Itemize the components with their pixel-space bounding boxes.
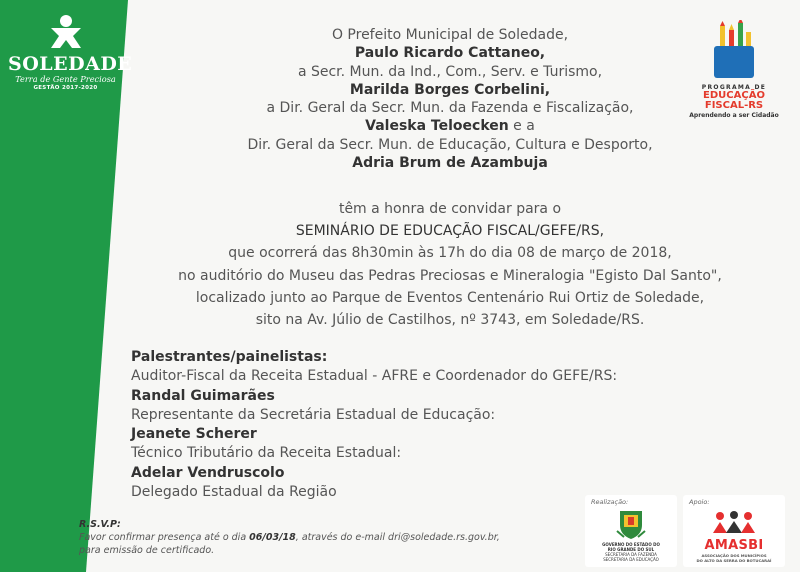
invite-block xyxy=(150,198,750,331)
city-term: GESTÃO 2017-2020 xyxy=(33,85,98,91)
event-location: localizado junto ao Parque de Eventos Centenário Rui Ortiz de Soledade, xyxy=(195,289,705,306)
partners-block xyxy=(585,495,785,567)
realizacao-label: Realização: xyxy=(591,498,629,506)
mayor-name: Paulo Ricardo Cattaneo, xyxy=(354,45,546,62)
rsvp-text-before: Favor confirmar presença até o dia xyxy=(79,532,250,543)
soledade-person-icon xyxy=(46,14,86,52)
rsvp-title: R.S.V.P: xyxy=(79,519,121,530)
speaker-role-1: Auditor-Fiscal da Receita Estadual - AFRE e Coordenador do GEFE/RS: xyxy=(131,368,618,385)
rsvp-email-text: , através do e-mail dri@soledade.rs.gov.br, xyxy=(295,532,500,543)
speaker-name-1: Randal Guimarães xyxy=(131,387,275,404)
event-venue: no auditório do Museu das Pedras Preciosas e Mineralogia "Egisto Dal Santo", xyxy=(178,267,722,284)
rsvp-block xyxy=(79,518,599,557)
state-coat-of-arms-icon xyxy=(616,507,646,541)
director-name-1: Valeska Teloecken xyxy=(365,118,509,135)
state-line-2: RIO GRANDE DO SUL xyxy=(607,547,655,552)
intro-line-1: O Prefeito Municipal de Soledade, xyxy=(331,27,569,43)
state-line-1: GOVERNO DO ESTADO DO xyxy=(602,542,660,547)
speakers-heading: Palestrantes/painelistas: xyxy=(131,349,328,365)
amasbi-people-icon xyxy=(711,511,757,535)
program-logo xyxy=(678,20,790,119)
event-title: SEMINÁRIO DE EDUCAÇÃO FISCAL/GEFE/RS, xyxy=(295,223,605,240)
state-government-logo xyxy=(585,495,677,567)
amasbi-name: AMASBI xyxy=(704,538,764,553)
intro-line-7: Dir. Geral da Secr. Mun. de Educação, Cultura e Desporto, xyxy=(247,136,653,153)
speaker-role-3: Técnico Tributário da Receita Estadual: xyxy=(131,445,402,462)
speaker-name-2: Jeanete Scherer xyxy=(131,426,257,443)
amasbi-logo xyxy=(683,495,785,567)
speaker-name-3: Adelar Vendruscolo xyxy=(131,464,285,481)
intro-block xyxy=(150,26,750,172)
speaker-role-4: Delegado Estadual da Região xyxy=(131,484,337,501)
rsvp-line-1 xyxy=(79,531,599,544)
intro-line-5: a Dir. Geral da Secr. Mun. da Fazenda e Fiscalização, xyxy=(266,100,634,117)
soledade-logo xyxy=(8,14,133,92)
amasbi-line-2: DO ALTO DA SERRA DO BOTUCARAÍ xyxy=(696,558,772,563)
program-label-2: EDUCAÇÃO xyxy=(703,90,765,101)
state-line-4: SECRETARIA DA EDUCAÇÃO xyxy=(603,557,659,562)
event-address: sito na Av. Júlio de Castilhos, nº 3743, em Soledade/RS. xyxy=(255,312,645,329)
intro-line-6 xyxy=(150,117,750,135)
city-tagline: Terra de Gente Preciosa xyxy=(15,74,116,84)
program-label-4: Aprendendo a ser Cidadão xyxy=(689,112,779,119)
apoio-label: Apoio: xyxy=(689,498,710,506)
amasbi-line-1: ASSOCIAÇÃO DOS MUNICÍPIOS xyxy=(701,553,767,558)
program-label-1: PROGRAMA DE xyxy=(701,84,767,91)
intro-line-6-rest: e a xyxy=(508,118,535,135)
speakers-block xyxy=(131,348,691,502)
speaker-role-2: Representante da Secretária Estadual de Educação: xyxy=(131,406,496,423)
director-name-2: Adria Brum de Azambuja xyxy=(352,155,548,172)
invite-line-1: têm a honra de convidar para o xyxy=(338,201,562,217)
pencil-cup-icon xyxy=(704,20,764,80)
city-name: SOLEDADE xyxy=(8,53,133,75)
program-label-3: FISCAL-RS xyxy=(704,100,764,111)
rsvp-date: 06/03/18 xyxy=(249,532,296,543)
state-line-3: SECRETARIA DA FAZENDA xyxy=(605,552,657,557)
intro-line-3: a Secr. Mun. da Ind., Com., Serv. e Turismo, xyxy=(297,63,603,80)
secretary-name: Marilda Borges Corbelini, xyxy=(349,81,551,98)
rsvp-line-2: para emissão de certificado. xyxy=(79,545,215,556)
event-date: que ocorrerá das 8h30min às 17h do dia 08 de março de 2018, xyxy=(228,245,672,262)
